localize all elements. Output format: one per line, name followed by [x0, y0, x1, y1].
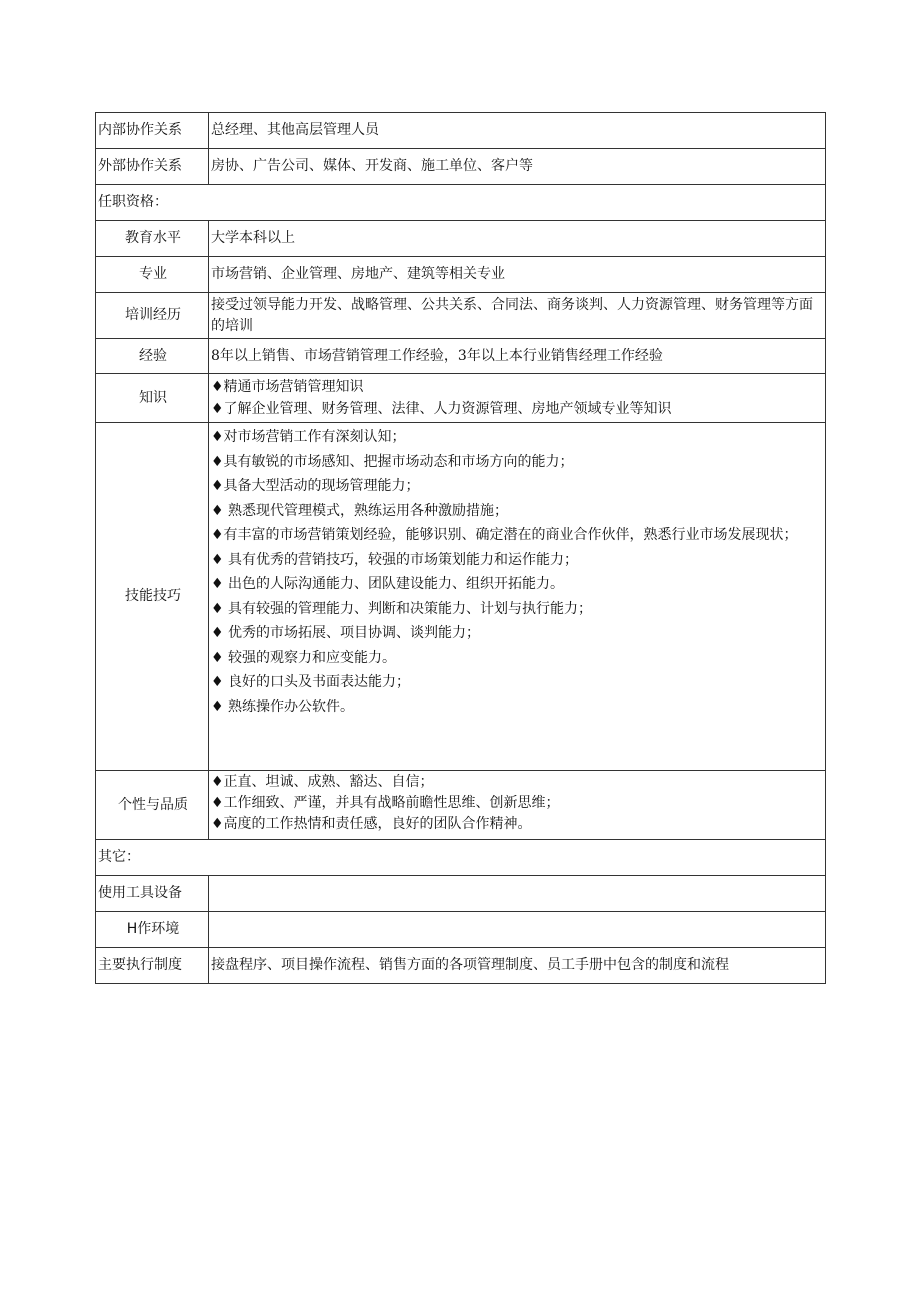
list-item: ♦ 优秀的市场拓展、项目协调、谈判能力； [211, 625, 480, 641]
list-item: ♦工作细致、严谨，并具有战略前瞻性思维、创新思维； [211, 795, 560, 811]
external-relations-value: 房协、广告公司、媒体、开发商、施工单位、客户等 [209, 149, 826, 185]
personality-label: 个性与品质 [96, 771, 209, 840]
list-item: ♦精通市场营销管理知识 [211, 379, 364, 395]
major-label: 专业 [96, 257, 209, 293]
list-item: ♦有丰富的市场营销策划经验，能够识别、确定潜在的商业合作伙伴，熟悉行业市场发展现状； [211, 527, 798, 543]
major-value: 市场营销、企业管理、房地产、建筑等相关专业 [209, 257, 826, 293]
knowledge-label: 知识 [96, 374, 209, 423]
row-skills [96, 423, 826, 771]
rules-value: 接盘程序、项目操作流程、销售方面的各项管理制度、员工手册中包含的制度和流程 [209, 948, 826, 984]
education-value: 大学本科以上 [209, 221, 826, 257]
row-internal-relations [96, 113, 826, 149]
list-item: ♦ 熟练操作办公软件。 [211, 698, 355, 715]
training-label: 培训经历 [96, 293, 209, 339]
rules-label: 主要执行制度 [96, 948, 209, 984]
external-relations-label: 外部协作关系 [96, 149, 209, 185]
experience-value: 8年以上销售、市场营销管理工作经验，3年以上本行业销售经理工作经验 [209, 339, 826, 374]
list-item: ♦高度的工作热情和责任感，良好的团队合作精神。 [211, 816, 532, 832]
list-item: ♦ 出色的人际沟通能力、团队建设能力、组织开拓能力。 [211, 576, 564, 592]
list-item: ♦ 良好的口头及书面表达能力； [211, 674, 411, 690]
list-item: ♦ 具有优秀的营销技巧，较强的市场策划能力和运作能力； [211, 551, 578, 568]
training-value: 接受过领导能力开发、战略管理、公共关系、合同法、商务谈判、人力资源管理、财务管理等方面的培训 [209, 293, 826, 339]
education-label: 教育水平 [96, 221, 209, 257]
list-item: ♦正直、坦诚、成熟、豁达、自信； [211, 774, 434, 790]
list-item: ♦ 具有较强的管理能力、判断和决策能力、计划与执行能力； [211, 600, 592, 617]
row-major [96, 257, 826, 293]
row-experience [96, 339, 826, 374]
row-knowledge [96, 374, 826, 423]
environment-label: H作环境 [96, 912, 209, 948]
tools-label: 使用工具设备 [96, 876, 209, 912]
list-item: ♦具有敏锐的市场感知、把握市场动态和市场方向的能力； [211, 453, 574, 470]
environment-value [209, 912, 826, 948]
row-environment [96, 912, 826, 948]
internal-relations-value: 总经理、其他高层管理人员 [209, 113, 826, 149]
internal-relations-label: 内部协作关系 [96, 113, 209, 149]
list-item: ♦ 较强的观察力和应变能力。 [211, 649, 397, 666]
experience-label: 经验 [96, 339, 209, 374]
skills-label: 技能技巧 [96, 423, 209, 771]
other-header: 其它： [96, 840, 826, 876]
row-personality [96, 771, 826, 840]
list-item: ♦了解企业管理、财务管理、法律、人力资源管理、房地产领域专业等知识 [211, 401, 672, 417]
row-education [96, 221, 826, 257]
tools-value [209, 876, 826, 912]
row-qualifications-header [96, 185, 826, 221]
list-item: ♦具备大型活动的现场管理能力； [211, 478, 420, 494]
row-external-relations [96, 149, 826, 185]
personality-list [209, 771, 826, 840]
skills-list [209, 423, 826, 771]
knowledge-list [209, 374, 826, 423]
row-tools [96, 876, 826, 912]
list-item: ♦对市场营销工作有深刻认知； [211, 429, 406, 445]
list-item: ♦ 熟悉现代管理模式，熟练运用各种激励措施； [211, 502, 508, 519]
row-training [96, 293, 826, 339]
qualifications-header: 任职资格： [96, 185, 826, 221]
row-rules [96, 948, 826, 984]
job-description-table [95, 112, 826, 984]
row-other-header [96, 840, 826, 876]
